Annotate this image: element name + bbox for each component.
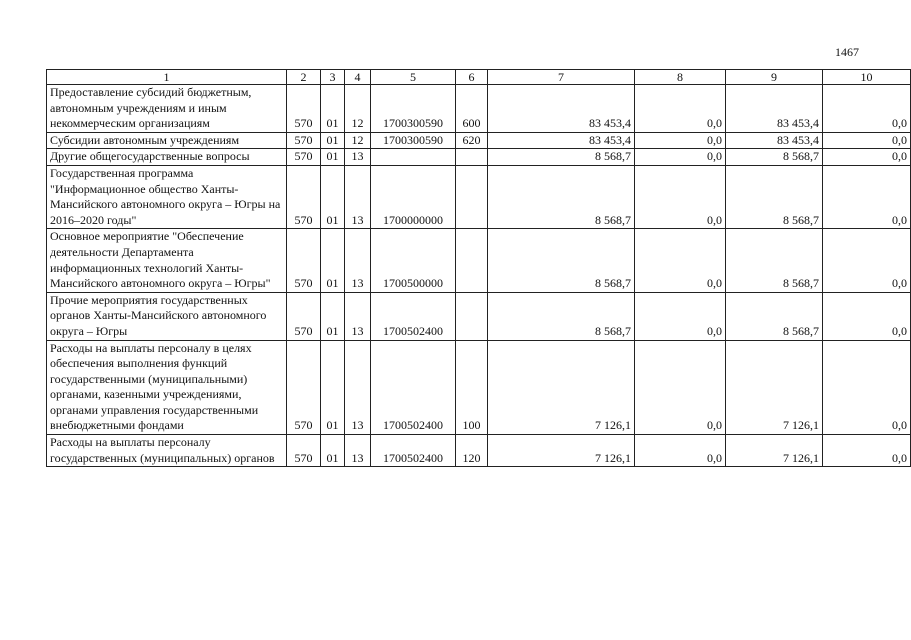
table-row — [47, 165, 911, 228]
expense-type-cell: 620 — [456, 132, 488, 149]
amount-cell: 0,0 — [823, 165, 911, 228]
ministry-code-cell: 570 — [287, 85, 321, 133]
target-article-cell: 1700502400 — [371, 340, 456, 435]
row-name-cell: Субсидии автономным учреждениям — [47, 132, 287, 149]
table-row — [47, 229, 911, 292]
subsection-code-cell: 13 — [345, 165, 371, 228]
row-name-cell: Другие общегосударственные вопросы — [47, 149, 287, 166]
subsection-code-cell: 12 — [345, 85, 371, 133]
section-code-cell: 01 — [321, 149, 345, 166]
amount-cell: 8 568,7 — [726, 292, 823, 340]
amount-cell: 0,0 — [635, 340, 726, 435]
subsection-code-cell: 12 — [345, 132, 371, 149]
subsection-code-cell: 13 — [345, 229, 371, 292]
column-header: 2 — [287, 70, 321, 85]
section-code-cell: 01 — [321, 435, 345, 467]
amount-cell: 8 568,7 — [726, 165, 823, 228]
target-article-cell: 1700300590 — [371, 132, 456, 149]
amount-cell: 83 453,4 — [488, 132, 635, 149]
ministry-code-cell: 570 — [287, 292, 321, 340]
amount-cell: 0,0 — [823, 149, 911, 166]
expense-type-cell — [456, 292, 488, 340]
amount-cell: 8 568,7 — [488, 149, 635, 166]
expense-type-cell — [456, 149, 488, 166]
amount-cell: 7 126,1 — [726, 340, 823, 435]
ministry-code-cell: 570 — [287, 149, 321, 166]
target-article-cell: 1700500000 — [371, 229, 456, 292]
amount-cell: 0,0 — [635, 435, 726, 467]
section-code-cell: 01 — [321, 229, 345, 292]
amount-cell: 0,0 — [635, 165, 726, 228]
amount-cell: 83 453,4 — [488, 85, 635, 133]
subsection-code-cell: 13 — [345, 292, 371, 340]
row-name-cell: Предоставление субсидий бюджетным, автономным учреждениям и иным некоммерческим организациям — [47, 85, 287, 133]
table-header-row — [47, 70, 911, 85]
subsection-code-cell: 13 — [345, 340, 371, 435]
subsection-code-cell: 13 — [345, 149, 371, 166]
amount-cell: 7 126,1 — [726, 435, 823, 467]
column-header: 8 — [635, 70, 726, 85]
amount-cell: 8 568,7 — [488, 165, 635, 228]
amount-cell: 0,0 — [823, 340, 911, 435]
amount-cell: 0,0 — [823, 85, 911, 133]
column-header: 9 — [726, 70, 823, 85]
expense-type-cell — [456, 165, 488, 228]
row-name-cell: Расходы на выплаты персоналу в целях обеспечения выполнения функций государственными (муниципальными) органами, казенными учреждениями, органами управления государственными внебюджетными фондами — [47, 340, 287, 435]
row-name-cell: Основное мероприятие "Обеспечение деятельности Департамента информационных технологий Ханты-Мансийского автономного округа – Югры" — [47, 229, 287, 292]
table-row — [47, 292, 911, 340]
amount-cell: 7 126,1 — [488, 340, 635, 435]
target-article-cell — [371, 149, 456, 166]
amount-cell: 0,0 — [823, 132, 911, 149]
amount-cell: 0,0 — [635, 85, 726, 133]
column-header: 10 — [823, 70, 911, 85]
column-header: 6 — [456, 70, 488, 85]
ministry-code-cell: 570 — [287, 340, 321, 435]
amount-cell: 0,0 — [823, 229, 911, 292]
amount-cell: 8 568,7 — [726, 149, 823, 166]
expense-type-cell: 100 — [456, 340, 488, 435]
section-code-cell: 01 — [321, 292, 345, 340]
table-row — [47, 85, 911, 133]
amount-cell: 83 453,4 — [726, 85, 823, 133]
expense-type-cell: 600 — [456, 85, 488, 133]
section-code-cell: 01 — [321, 132, 345, 149]
target-article-cell: 1700502400 — [371, 292, 456, 340]
row-name-cell: Расходы на выплаты персоналу государственных (муниципальных) органов — [47, 435, 287, 467]
expense-type-cell — [456, 229, 488, 292]
column-header: 7 — [488, 70, 635, 85]
amount-cell: 8 568,7 — [488, 292, 635, 340]
section-code-cell: 01 — [321, 85, 345, 133]
column-header: 3 — [321, 70, 345, 85]
target-article-cell: 1700000000 — [371, 165, 456, 228]
column-header: 1 — [47, 70, 287, 85]
section-code-cell: 01 — [321, 340, 345, 435]
column-header: 5 — [371, 70, 456, 85]
amount-cell: 8 568,7 — [726, 229, 823, 292]
amount-cell: 7 126,1 — [488, 435, 635, 467]
ministry-code-cell: 570 — [287, 229, 321, 292]
amount-cell: 8 568,7 — [488, 229, 635, 292]
expense-type-cell: 120 — [456, 435, 488, 467]
amount-cell: 83 453,4 — [726, 132, 823, 149]
amount-cell: 0,0 — [823, 435, 911, 467]
table-row — [47, 340, 911, 435]
ministry-code-cell: 570 — [287, 165, 321, 228]
column-header: 4 — [345, 70, 371, 85]
table-row — [47, 132, 911, 149]
table-row — [47, 149, 911, 166]
subsection-code-cell: 13 — [345, 435, 371, 467]
ministry-code-cell: 570 — [287, 435, 321, 467]
table-row — [47, 435, 911, 467]
amount-cell: 0,0 — [823, 292, 911, 340]
section-code-cell: 01 — [321, 165, 345, 228]
page-number: 1467 — [835, 45, 859, 59]
amount-cell: 0,0 — [635, 132, 726, 149]
ministry-code-cell: 570 — [287, 132, 321, 149]
target-article-cell: 1700300590 — [371, 85, 456, 133]
row-name-cell: Прочие мероприятия государственных органов Ханты-Мансийского автономного округа – Югры — [47, 292, 287, 340]
amount-cell: 0,0 — [635, 229, 726, 292]
amount-cell: 0,0 — [635, 292, 726, 340]
target-article-cell: 1700502400 — [371, 435, 456, 467]
amount-cell: 0,0 — [635, 149, 726, 166]
budget-table — [46, 69, 911, 467]
row-name-cell: Государственная программа "Информационное общество Ханты-Мансийского автономного округа – Югры на 2016–2020 годы" — [47, 165, 287, 228]
